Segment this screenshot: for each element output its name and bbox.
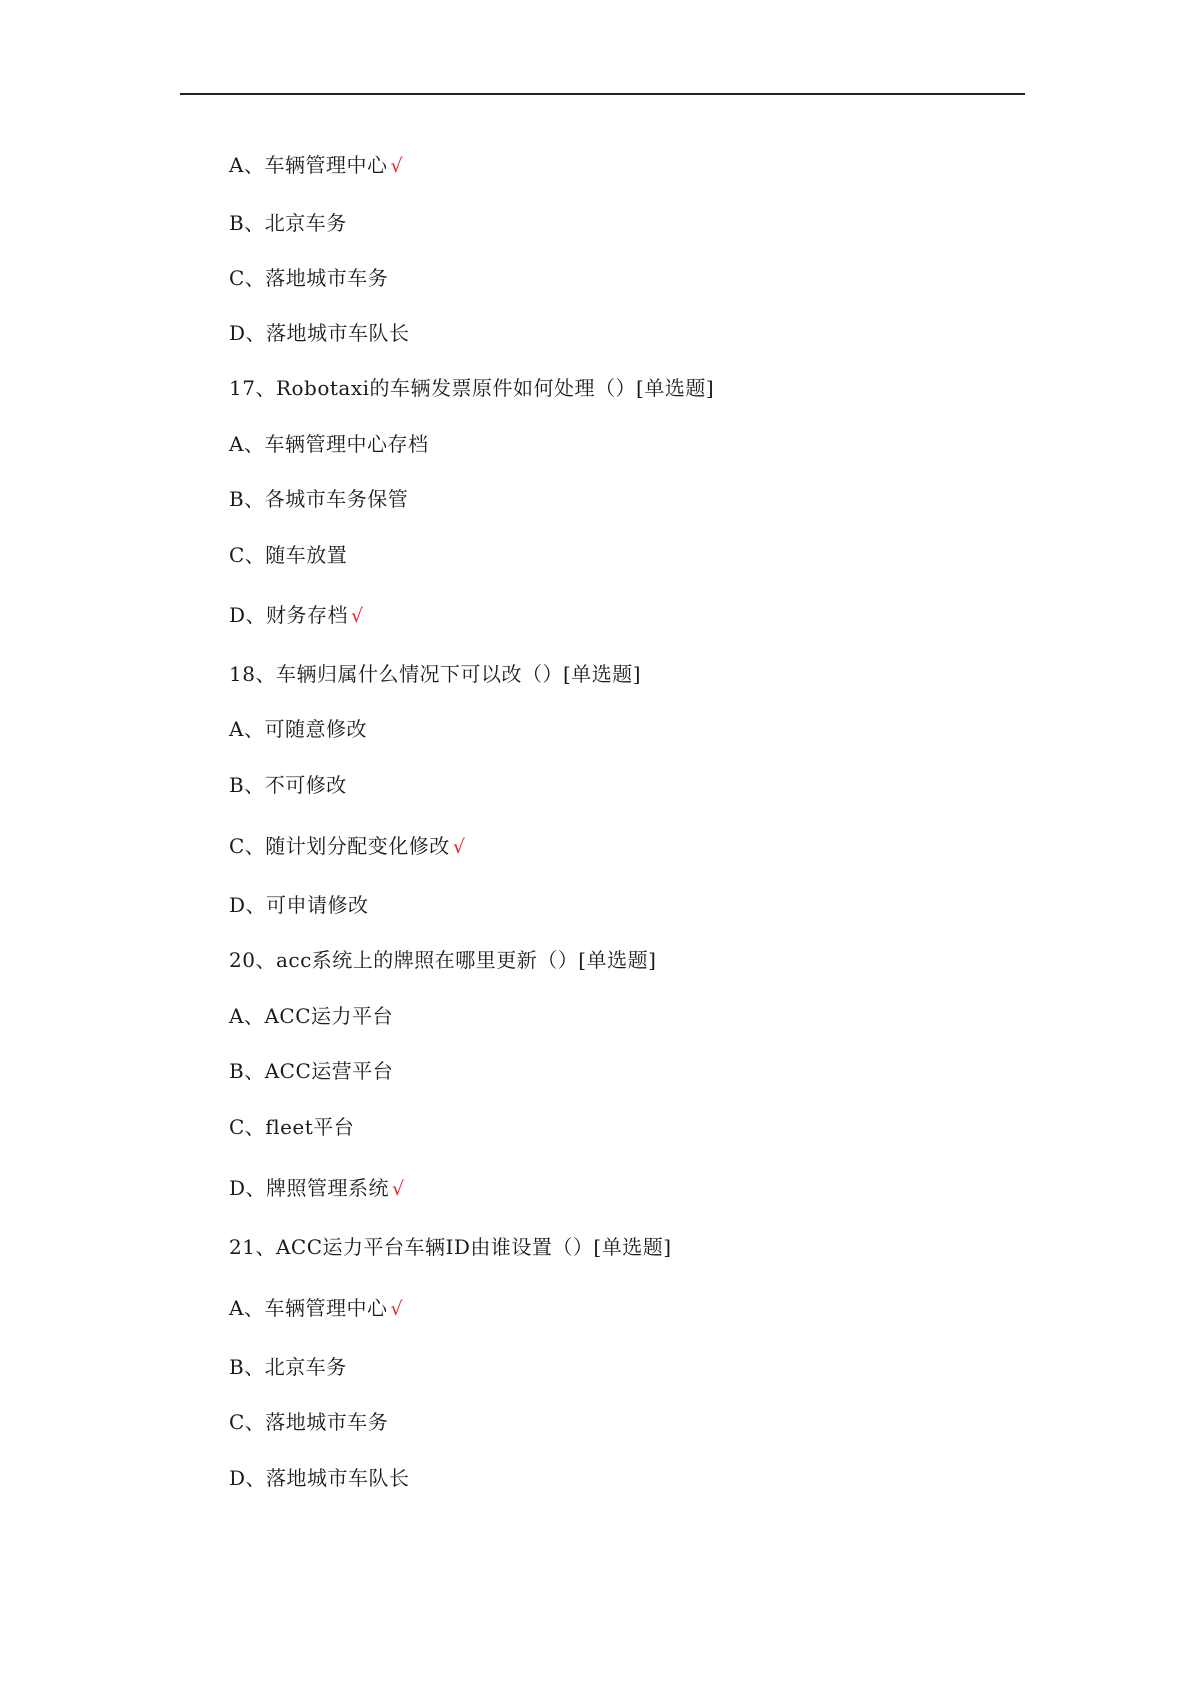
correct-check-icon: √ (351, 605, 364, 627)
answer-option (229, 832, 465, 861)
option-text: C、fleet平台 (229, 1115, 355, 1139)
question-title (229, 1233, 672, 1261)
question-text: 21、ACC运力平台车辆ID由谁设置（）[单选题] (229, 1235, 672, 1259)
answer-option (229, 1353, 347, 1381)
answer-option (229, 715, 367, 743)
option-text: A、车辆管理中心 (229, 1296, 388, 1320)
option-text: B、北京车务 (229, 211, 347, 235)
answer-option (229, 1174, 405, 1203)
question-text: 17、Robotaxi的车辆发票原件如何处理（）[单选题] (229, 376, 715, 400)
question-text: 20、acc系统上的牌照在哪里更新（）[单选题] (229, 948, 657, 972)
option-text: B、不可修改 (229, 773, 347, 797)
answer-option (229, 1057, 393, 1085)
header-rule (180, 93, 1025, 95)
answer-option (229, 891, 369, 919)
answer-option (229, 1408, 388, 1436)
correct-check-icon: √ (390, 1298, 404, 1320)
answer-option (229, 541, 347, 569)
answer-option (229, 319, 410, 347)
answer-option (229, 264, 388, 292)
answer-option (229, 601, 364, 630)
option-text: A、车辆管理中心存档 (229, 432, 429, 456)
answer-option (229, 1464, 410, 1492)
option-text: C、随车放置 (229, 543, 348, 567)
option-text: B、各城市车务保管 (229, 487, 409, 511)
option-text: D、牌照管理系统 (229, 1176, 390, 1200)
option-text: C、落地城市车务 (229, 1410, 389, 1434)
answer-option (229, 430, 428, 458)
option-text: C、随计划分配变化修改 (229, 834, 450, 858)
correct-check-icon: √ (390, 155, 404, 177)
option-text: C、落地城市车务 (229, 266, 389, 290)
option-text: D、财务存档 (229, 603, 349, 627)
option-text: B、ACC运营平台 (229, 1059, 394, 1083)
answer-option (229, 209, 347, 237)
option-text: B、北京车务 (229, 1355, 347, 1379)
correct-check-icon: √ (392, 1178, 405, 1200)
question-title (229, 946, 656, 974)
answer-option (229, 1113, 354, 1141)
correct-check-icon: √ (452, 836, 466, 858)
option-text: A、车辆管理中心 (229, 153, 388, 177)
question-text: 18、车辆归属什么情况下可以改（）[单选题] (229, 662, 642, 686)
answer-option (229, 151, 403, 180)
question-title (229, 660, 641, 688)
option-text: D、可申请修改 (229, 893, 369, 917)
answer-option (229, 1002, 393, 1030)
answer-option (229, 771, 347, 799)
option-text: D、落地城市车队长 (229, 1466, 410, 1490)
option-text: A、ACC运力平台 (229, 1004, 393, 1028)
question-title (229, 374, 714, 402)
answer-option (229, 1294, 403, 1323)
option-text: D、落地城市车队长 (229, 321, 410, 345)
option-text: A、可随意修改 (229, 717, 367, 741)
answer-option (229, 485, 408, 513)
